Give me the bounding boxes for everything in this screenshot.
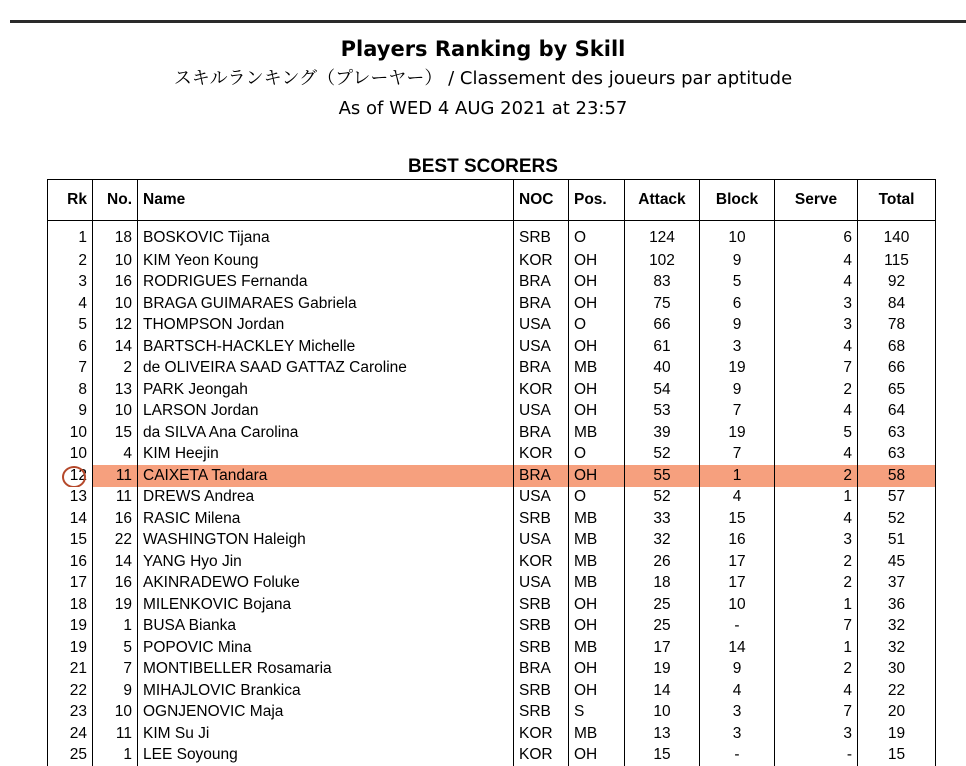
- table-row: [48, 272, 936, 294]
- rank-cell: 2: [48, 250, 93, 272]
- table-row: [48, 315, 936, 337]
- noc-cell: KOR: [514, 444, 569, 466]
- table-row: [48, 530, 936, 552]
- column-header-number: No.: [93, 180, 138, 221]
- name-cell: WASHINGTON Haleigh: [138, 530, 514, 552]
- noc-cell: USA: [514, 487, 569, 509]
- serve-cell: 7: [775, 358, 858, 380]
- block-cell: 16: [700, 530, 775, 552]
- column-header-total: Total: [858, 180, 936, 221]
- position-cell: MB: [569, 637, 625, 659]
- table-row: [48, 680, 936, 702]
- position-cell: OH: [569, 594, 625, 616]
- noc-cell: USA: [514, 530, 569, 552]
- number-cell: 9: [93, 680, 138, 702]
- table-row: [48, 221, 936, 251]
- position-cell: O: [569, 315, 625, 337]
- rank-cell: 25: [48, 745, 93, 766]
- name-cell: BRAGA GUIMARAES Gabriela: [138, 293, 514, 315]
- block-cell: 14: [700, 637, 775, 659]
- block-cell: 19: [700, 358, 775, 380]
- column-header-position: Pos.: [569, 180, 625, 221]
- attack-cell: 17: [625, 637, 700, 659]
- table-row: [48, 401, 936, 423]
- noc-cell: USA: [514, 336, 569, 358]
- table-row: [48, 336, 936, 358]
- serve-cell: 2: [775, 573, 858, 595]
- name-cell: MIHAJLOVIC Brankica: [138, 680, 514, 702]
- table-row: [48, 358, 936, 380]
- name-cell: OGNJENOVIC Maja: [138, 702, 514, 724]
- rank-cell: 9: [48, 401, 93, 423]
- position-cell: O: [569, 444, 625, 466]
- number-cell: 10: [93, 401, 138, 423]
- position-cell: OH: [569, 379, 625, 401]
- position-cell: OH: [569, 272, 625, 294]
- attack-cell: 83: [625, 272, 700, 294]
- position-cell: MB: [569, 358, 625, 380]
- number-cell: 4: [93, 444, 138, 466]
- position-cell: MB: [569, 422, 625, 444]
- number-cell: 11: [93, 723, 138, 745]
- serve-cell: 2: [775, 465, 858, 487]
- rank-cell: 13: [48, 487, 93, 509]
- page-title: Players Ranking by Skill: [0, 34, 966, 64]
- block-cell: 10: [700, 594, 775, 616]
- position-cell: MB: [569, 508, 625, 530]
- number-cell: 16: [93, 508, 138, 530]
- position-cell: OH: [569, 250, 625, 272]
- total-cell: 84: [858, 293, 936, 315]
- position-cell: MB: [569, 573, 625, 595]
- block-cell: 9: [700, 315, 775, 337]
- attack-cell: 32: [625, 530, 700, 552]
- block-cell: 1: [700, 465, 775, 487]
- number-cell: 7: [93, 659, 138, 681]
- rank-circle-annotation: [62, 466, 86, 487]
- attack-cell: 14: [625, 680, 700, 702]
- table-row: [48, 594, 936, 616]
- noc-cell: KOR: [514, 379, 569, 401]
- number-cell: 15: [93, 422, 138, 444]
- attack-cell: 66: [625, 315, 700, 337]
- rank-cell: 18: [48, 594, 93, 616]
- rank-cell: [48, 465, 93, 487]
- noc-cell: BRA: [514, 422, 569, 444]
- block-cell: 9: [700, 659, 775, 681]
- total-cell: 32: [858, 616, 936, 638]
- table-row-highlighted: [48, 465, 936, 487]
- position-cell: OH: [569, 680, 625, 702]
- column-header-serve: Serve: [775, 180, 858, 221]
- total-cell: 57: [858, 487, 936, 509]
- position-cell: MB: [569, 551, 625, 573]
- name-cell: LARSON Jordan: [138, 401, 514, 423]
- rankings-table: [47, 179, 936, 766]
- rank-cell: 24: [48, 723, 93, 745]
- attack-cell: 53: [625, 401, 700, 423]
- number-cell: 19: [93, 594, 138, 616]
- number-cell: 14: [93, 551, 138, 573]
- table-row: [48, 659, 936, 681]
- table-row: [48, 616, 936, 638]
- position-cell: OH: [569, 293, 625, 315]
- noc-cell: SRB: [514, 616, 569, 638]
- attack-cell: 25: [625, 594, 700, 616]
- rank-cell: 1: [48, 221, 93, 251]
- serve-cell: 1: [775, 487, 858, 509]
- attack-cell: 13: [625, 723, 700, 745]
- table-row: [48, 422, 936, 444]
- name-cell: MILENKOVIC Bojana: [138, 594, 514, 616]
- noc-cell: KOR: [514, 250, 569, 272]
- block-cell: 17: [700, 551, 775, 573]
- block-cell: 19: [700, 422, 775, 444]
- total-cell: 78: [858, 315, 936, 337]
- noc-cell: SRB: [514, 508, 569, 530]
- rank-cell: 23: [48, 702, 93, 724]
- total-cell: 64: [858, 401, 936, 423]
- table-row: [48, 250, 936, 272]
- number-cell: 18: [93, 221, 138, 251]
- block-cell: 3: [700, 702, 775, 724]
- serve-cell: 3: [775, 723, 858, 745]
- rank-cell: 6: [48, 336, 93, 358]
- number-cell: 11: [93, 487, 138, 509]
- rank-cell: 10: [48, 444, 93, 466]
- as-of-timestamp: As of WED 4 AUG 2021 at 23:57: [0, 94, 966, 124]
- attack-cell: 52: [625, 444, 700, 466]
- position-cell: OH: [569, 745, 625, 766]
- table-header-row: [48, 180, 936, 221]
- total-cell: 65: [858, 379, 936, 401]
- name-cell: da SILVA Ana Carolina: [138, 422, 514, 444]
- rank-cell: 16: [48, 551, 93, 573]
- number-cell: 5: [93, 637, 138, 659]
- rank-value: 12: [70, 467, 87, 484]
- serve-cell: 7: [775, 702, 858, 724]
- number-cell: 10: [93, 702, 138, 724]
- attack-cell: 18: [625, 573, 700, 595]
- position-cell: MB: [569, 530, 625, 552]
- rank-cell: 4: [48, 293, 93, 315]
- block-cell: 5: [700, 272, 775, 294]
- table-row: [48, 508, 936, 530]
- total-cell: 19: [858, 723, 936, 745]
- block-cell: 17: [700, 573, 775, 595]
- serve-cell: 4: [775, 336, 858, 358]
- total-cell: 92: [858, 272, 936, 294]
- number-cell: 13: [93, 379, 138, 401]
- serve-cell: 3: [775, 530, 858, 552]
- serve-cell: 4: [775, 680, 858, 702]
- number-cell: 22: [93, 530, 138, 552]
- name-cell: KIM Heejin: [138, 444, 514, 466]
- column-header-attack: Attack: [625, 180, 700, 221]
- attack-cell: 19: [625, 659, 700, 681]
- block-cell: 7: [700, 444, 775, 466]
- serve-cell: -: [775, 745, 858, 766]
- total-cell: 20: [858, 702, 936, 724]
- noc-cell: KOR: [514, 745, 569, 766]
- block-cell: 10: [700, 221, 775, 251]
- total-cell: 52: [858, 508, 936, 530]
- name-cell: DREWS Andrea: [138, 487, 514, 509]
- serve-cell: 4: [775, 250, 858, 272]
- serve-cell: 3: [775, 315, 858, 337]
- name-cell: KIM Su Ji: [138, 723, 514, 745]
- attack-cell: 55: [625, 465, 700, 487]
- noc-cell: BRA: [514, 293, 569, 315]
- attack-cell: 61: [625, 336, 700, 358]
- block-cell: 3: [700, 723, 775, 745]
- total-cell: 68: [858, 336, 936, 358]
- top-rule: [10, 20, 966, 23]
- attack-cell: 102: [625, 250, 700, 272]
- attack-cell: 39: [625, 422, 700, 444]
- name-cell: MONTIBELLER Rosamaria: [138, 659, 514, 681]
- table-row: [48, 702, 936, 724]
- rank-cell: 21: [48, 659, 93, 681]
- number-cell: 10: [93, 293, 138, 315]
- column-header-noc: NOC: [514, 180, 569, 221]
- rank-cell: 15: [48, 530, 93, 552]
- number-cell: 12: [93, 315, 138, 337]
- name-cell: BOSKOVIC Tijana: [138, 221, 514, 251]
- total-cell: 63: [858, 422, 936, 444]
- noc-cell: BRA: [514, 358, 569, 380]
- table-body: [48, 221, 936, 766]
- column-header-block: Block: [700, 180, 775, 221]
- serve-cell: 5: [775, 422, 858, 444]
- position-cell: O: [569, 487, 625, 509]
- attack-cell: 33: [625, 508, 700, 530]
- block-cell: 7: [700, 401, 775, 423]
- rank-cell: 19: [48, 616, 93, 638]
- number-cell: 16: [93, 573, 138, 595]
- attack-cell: 75: [625, 293, 700, 315]
- serve-cell: 4: [775, 401, 858, 423]
- noc-cell: SRB: [514, 221, 569, 251]
- serve-cell: 4: [775, 272, 858, 294]
- name-cell: POPOVIC Mina: [138, 637, 514, 659]
- table-row: [48, 379, 936, 401]
- attack-cell: 10: [625, 702, 700, 724]
- block-cell: 3: [700, 336, 775, 358]
- column-header-name: Name: [138, 180, 514, 221]
- rank-cell: 14: [48, 508, 93, 530]
- total-cell: 51: [858, 530, 936, 552]
- table-row: [48, 573, 936, 595]
- block-cell: 6: [700, 293, 775, 315]
- rank-cell: 19: [48, 637, 93, 659]
- total-cell: 63: [858, 444, 936, 466]
- block-cell: 15: [700, 508, 775, 530]
- document-header: [0, 34, 966, 124]
- name-cell: RODRIGUES Fernanda: [138, 272, 514, 294]
- name-cell: THOMPSON Jordan: [138, 315, 514, 337]
- name-cell: CAIXETA Tandara: [138, 465, 514, 487]
- name-cell: BARTSCH-HACKLEY Michelle: [138, 336, 514, 358]
- table-row: [48, 551, 936, 573]
- number-cell: 1: [93, 745, 138, 766]
- noc-cell: SRB: [514, 594, 569, 616]
- serve-cell: 1: [775, 637, 858, 659]
- block-cell: 4: [700, 487, 775, 509]
- block-cell: -: [700, 616, 775, 638]
- block-cell: 9: [700, 379, 775, 401]
- attack-cell: 15: [625, 745, 700, 766]
- position-cell: MB: [569, 723, 625, 745]
- noc-cell: USA: [514, 573, 569, 595]
- name-cell: RASIC Milena: [138, 508, 514, 530]
- rank-cell: 10: [48, 422, 93, 444]
- noc-cell: SRB: [514, 702, 569, 724]
- name-cell: AKINRADEWO Foluke: [138, 573, 514, 595]
- total-cell: 58: [858, 465, 936, 487]
- table-row: [48, 723, 936, 745]
- serve-cell: 1: [775, 594, 858, 616]
- total-cell: 32: [858, 637, 936, 659]
- number-cell: 2: [93, 358, 138, 380]
- attack-cell: 54: [625, 379, 700, 401]
- total-cell: 22: [858, 680, 936, 702]
- total-cell: 140: [858, 221, 936, 251]
- noc-cell: USA: [514, 401, 569, 423]
- total-cell: 66: [858, 358, 936, 380]
- name-cell: BUSA Bianka: [138, 616, 514, 638]
- number-cell: 10: [93, 250, 138, 272]
- rank-cell: 5: [48, 315, 93, 337]
- serve-cell: 3: [775, 293, 858, 315]
- position-cell: OH: [569, 659, 625, 681]
- noc-cell: BRA: [514, 659, 569, 681]
- position-cell: OH: [569, 336, 625, 358]
- serve-cell: 2: [775, 551, 858, 573]
- name-cell: LEE Soyoung: [138, 745, 514, 766]
- rank-cell: 17: [48, 573, 93, 595]
- serve-cell: 7: [775, 616, 858, 638]
- number-cell: 11: [93, 465, 138, 487]
- attack-cell: 25: [625, 616, 700, 638]
- name-cell: YANG Hyo Jin: [138, 551, 514, 573]
- serve-cell: 2: [775, 379, 858, 401]
- attack-cell: 52: [625, 487, 700, 509]
- rank-cell: 8: [48, 379, 93, 401]
- serve-cell: 4: [775, 508, 858, 530]
- position-cell: OH: [569, 616, 625, 638]
- noc-cell: KOR: [514, 551, 569, 573]
- serve-cell: 2: [775, 659, 858, 681]
- total-cell: 36: [858, 594, 936, 616]
- noc-cell: BRA: [514, 272, 569, 294]
- rank-cell: 7: [48, 358, 93, 380]
- noc-cell: SRB: [514, 680, 569, 702]
- position-cell: OH: [569, 401, 625, 423]
- noc-cell: KOR: [514, 723, 569, 745]
- total-cell: 45: [858, 551, 936, 573]
- number-cell: 16: [93, 272, 138, 294]
- page-subtitle: スキルランキング（プレーヤー） / Classement des joueurs par aptitude: [0, 64, 966, 94]
- position-cell: OH: [569, 465, 625, 487]
- name-cell: de OLIVEIRA SAAD GATTAZ Caroline: [138, 358, 514, 380]
- total-cell: 115: [858, 250, 936, 272]
- position-cell: S: [569, 702, 625, 724]
- table-row: [48, 487, 936, 509]
- rank-cell: 3: [48, 272, 93, 294]
- table-row: [48, 444, 936, 466]
- block-cell: 4: [700, 680, 775, 702]
- block-cell: -: [700, 745, 775, 766]
- noc-cell: SRB: [514, 637, 569, 659]
- noc-cell: BRA: [514, 465, 569, 487]
- serve-cell: 4: [775, 444, 858, 466]
- noc-cell: USA: [514, 315, 569, 337]
- attack-cell: 26: [625, 551, 700, 573]
- name-cell: PARK Jeongah: [138, 379, 514, 401]
- name-cell: KIM Yeon Koung: [138, 250, 514, 272]
- serve-cell: 6: [775, 221, 858, 251]
- rank-cell: 22: [48, 680, 93, 702]
- position-cell: O: [569, 221, 625, 251]
- total-cell: 15: [858, 745, 936, 766]
- section-title: BEST SCORERS: [0, 156, 966, 178]
- column-header-rank: Rk: [48, 180, 93, 221]
- number-cell: 1: [93, 616, 138, 638]
- table-row: [48, 293, 936, 315]
- attack-cell: 40: [625, 358, 700, 380]
- attack-cell: 124: [625, 221, 700, 251]
- number-cell: 14: [93, 336, 138, 358]
- block-cell: 9: [700, 250, 775, 272]
- total-cell: 30: [858, 659, 936, 681]
- total-cell: 37: [858, 573, 936, 595]
- table-row: [48, 637, 936, 659]
